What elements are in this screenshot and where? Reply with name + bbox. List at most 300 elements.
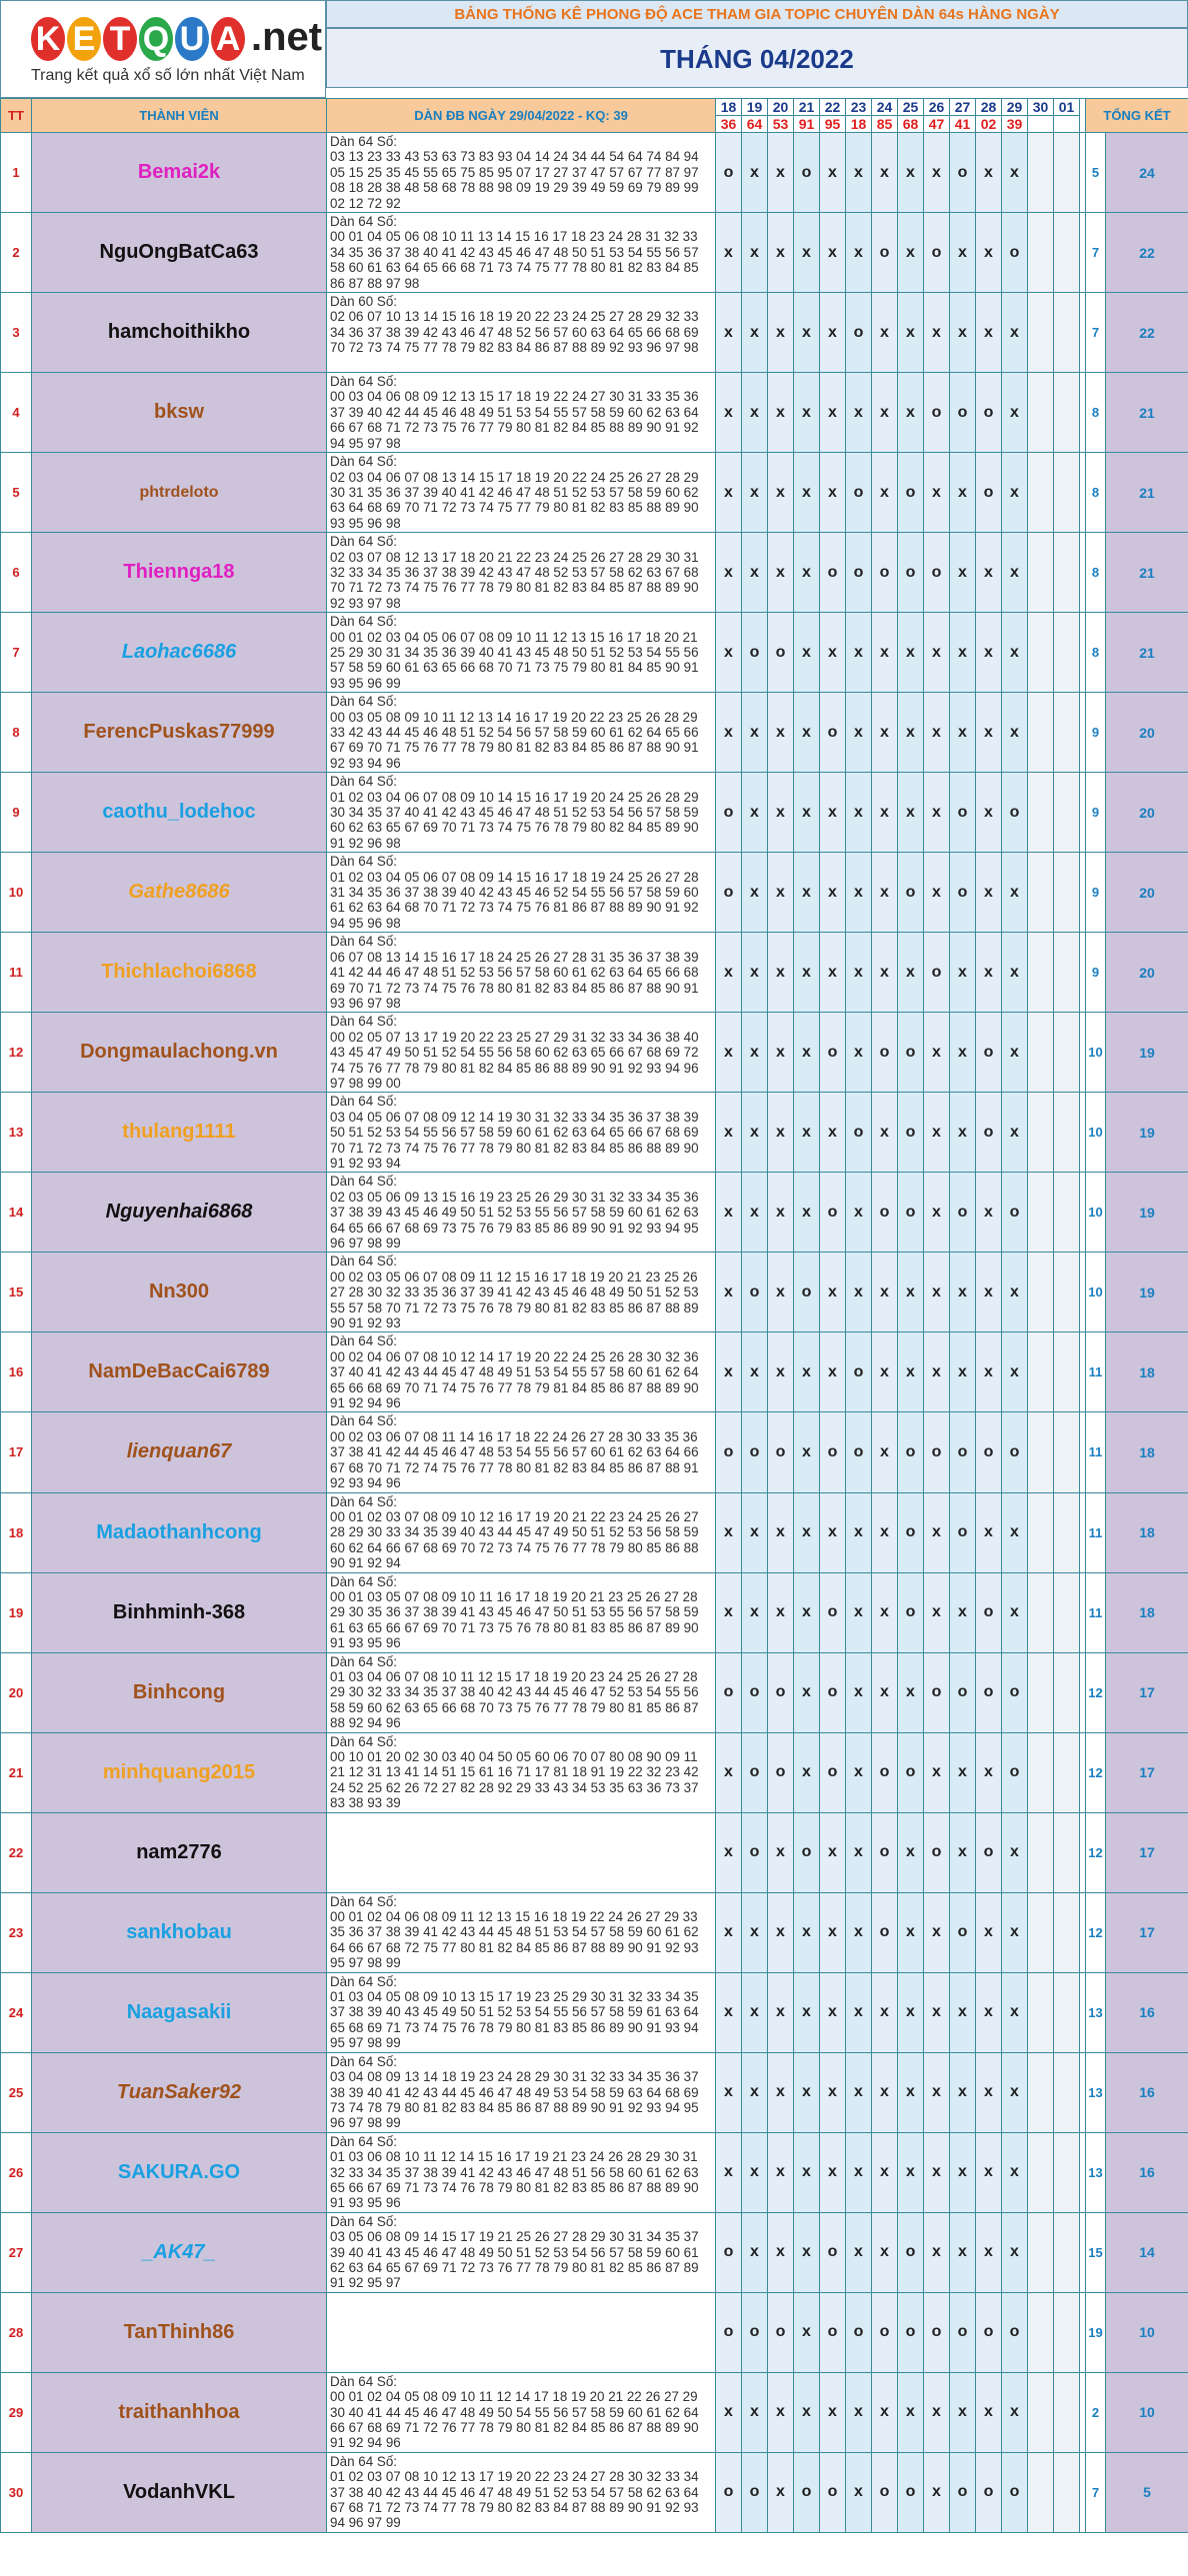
logo-letter: A — [211, 17, 245, 61]
member-row — [1, 133, 1188, 213]
result-mark: x — [794, 1972, 820, 2052]
result-mark: o — [716, 1412, 742, 1492]
result-mark: o — [976, 2292, 1002, 2372]
result-mark — [1054, 1093, 1080, 1173]
result-mark: x — [768, 2132, 794, 2212]
result-mark: x — [846, 693, 872, 773]
result-mark: x — [924, 293, 950, 373]
result-mark: x — [1002, 1093, 1028, 1173]
result-mark: x — [846, 2052, 872, 2132]
result-mark: x — [872, 133, 898, 213]
ketqua-logo[interactable] — [0, 0, 326, 98]
result-header — [1054, 116, 1080, 133]
result-mark: x — [820, 1812, 846, 1892]
dan-numbers — [327, 2292, 716, 2372]
result-header: 85 — [872, 116, 898, 133]
dan-heading: Dàn 64 Số: — [330, 934, 397, 950]
result-mark — [1028, 1173, 1054, 1253]
result-mark — [1054, 1253, 1080, 1332]
win-count: 11 — [1086, 1572, 1106, 1652]
result-mark: o — [794, 133, 820, 213]
result-mark: x — [768, 933, 794, 1013]
result-mark: o — [846, 1412, 872, 1492]
result-mark: x — [716, 1892, 742, 1972]
result-mark — [1028, 1332, 1054, 1412]
total-score: 18 — [1106, 1492, 1188, 1572]
result-mark: o — [950, 1892, 976, 1972]
result-mark: x — [898, 933, 924, 1013]
result-mark: x — [1002, 1572, 1028, 1652]
result-mark: x — [872, 1652, 898, 1732]
result-mark: x — [794, 1332, 820, 1412]
dan-heading: Dàn 64 Số: — [330, 1733, 397, 1749]
result-mark: x — [768, 1892, 794, 1972]
member-name[interactable]: bksw — [32, 373, 327, 453]
result-mark: x — [976, 613, 1002, 693]
result-mark: x — [846, 1732, 872, 1812]
dan-numbers — [327, 1572, 716, 1652]
result-mark: x — [716, 533, 742, 613]
result-mark: x — [950, 1332, 976, 1412]
member-row — [1, 1013, 1188, 1093]
result-mark: x — [742, 1013, 768, 1093]
row-number: 22 — [1, 1812, 32, 1892]
result-mark: x — [950, 1732, 976, 1812]
dan-list: 01 02 03 07 08 10 12 13 17 19 20 22 23 24 27 28 30 32 33 34 37 38 40 42 43 44 45 46 47 48 49 51 52 53 54 57 58 62 63 64 67 68 71 72 73 74 77 78 79 80 82 83 84 87 88 89 90 91 92 93 94 96 97 99 — [330, 2469, 699, 2531]
result-mark — [1054, 1812, 1080, 1892]
member-row — [1, 773, 1188, 853]
day-header: 29 — [1002, 99, 1028, 116]
result-mark: x — [898, 2052, 924, 2132]
result-mark: o — [820, 1412, 846, 1492]
row-number: 17 — [1, 1412, 32, 1492]
win-count: 10 — [1086, 1253, 1106, 1332]
day-header: 20 — [768, 99, 794, 116]
result-mark: x — [1002, 373, 1028, 453]
member-row — [1, 533, 1188, 613]
result-mark: x — [768, 2212, 794, 2292]
result-mark — [1054, 453, 1080, 533]
result-mark: x — [950, 1972, 976, 2052]
member-name[interactable]: sankhobau — [32, 1892, 327, 1972]
dan-heading: Dàn 64 Số: — [330, 2213, 397, 2229]
result-mark: o — [768, 1732, 794, 1812]
result-mark — [1028, 1013, 1054, 1093]
total-score: 14 — [1106, 2212, 1188, 2292]
dan-heading: Dàn 64 Số: — [330, 134, 397, 149]
dan-numbers — [327, 1332, 716, 1412]
member-name[interactable]: NguOngBatCa63 — [32, 213, 327, 293]
row-number: 26 — [1, 2132, 32, 2212]
member-row — [1, 2372, 1188, 2452]
result-mark: o — [1002, 2292, 1028, 2372]
dan-numbers — [327, 1812, 716, 1892]
row-number: 25 — [1, 2052, 32, 2132]
win-count: 13 — [1086, 2052, 1106, 2132]
result-mark: x — [794, 933, 820, 1013]
member-name[interactable]: SAKURA.GO — [32, 2132, 327, 2212]
row-number: 28 — [1, 2292, 32, 2372]
result-mark: x — [768, 1093, 794, 1173]
result-mark — [1028, 133, 1054, 213]
total-score: 17 — [1106, 1652, 1188, 1732]
result-mark: x — [716, 2132, 742, 2212]
dan-list: 03 13 23 33 43 53 63 73 83 93 04 14 24 34 44 54 64 74 84 94 05 15 25 35 45 55 65 75 85 95 07 17 27 37 47 57 67 77 87 97 08 18 28 38 48 58 68 78 88 98 09 19 29 39 49 59 69 79 89 99 02 12 72 92 — [330, 149, 699, 211]
dan-numbers — [327, 2452, 716, 2532]
result-mark: x — [950, 293, 976, 373]
total-score: 21 — [1106, 373, 1188, 453]
result-mark: x — [794, 453, 820, 533]
result-mark: x — [794, 1492, 820, 1572]
result-mark: o — [820, 533, 846, 613]
result-mark: x — [924, 2132, 950, 2212]
member-name[interactable]: lienquan67 — [32, 1412, 327, 1492]
result-mark — [1054, 693, 1080, 773]
result-mark: o — [794, 2452, 820, 2532]
result-mark: o — [820, 1652, 846, 1732]
result-header: 39 — [1002, 116, 1028, 133]
result-mark: o — [820, 1732, 846, 1812]
member-name[interactable]: Bemai2k — [32, 133, 327, 213]
result-mark — [1054, 1732, 1080, 1812]
result-mark — [1028, 1093, 1054, 1173]
win-count: 9 — [1086, 773, 1106, 853]
member-name[interactable]: Madaothanhcong — [32, 1492, 327, 1572]
dan-list: 00 02 03 06 07 08 11 14 16 17 18 22 24 26 27 28 30 33 35 36 37 38 41 42 44 45 46 47 48 53 54 55 56 57 60 61 62 63 64 66 67 68 70 71 72 74 75 76 77 78 80 81 82 83 84 85 86 87 88 91 92 93 94 96 — [330, 1428, 699, 1491]
result-mark: x — [976, 2372, 1002, 2452]
total-score: 5 — [1106, 2452, 1188, 2532]
result-mark: x — [820, 373, 846, 453]
result-mark — [1054, 1652, 1080, 1732]
total-score: 21 — [1106, 613, 1188, 693]
member-name[interactable]: caothu_lodehoc — [32, 773, 327, 853]
win-count: 8 — [1086, 373, 1106, 453]
result-mark: x — [794, 1412, 820, 1492]
result-mark: x — [768, 133, 794, 213]
result-mark: x — [898, 1332, 924, 1412]
member-name[interactable]: phtrdeloto — [32, 453, 327, 533]
result-header: 02 — [976, 116, 1002, 133]
result-mark: o — [1002, 2452, 1028, 2532]
result-mark: x — [1002, 1332, 1028, 1412]
result-mark: x — [976, 693, 1002, 773]
result-mark: x — [768, 853, 794, 933]
result-header: 64 — [742, 116, 768, 133]
result-mark: x — [924, 1892, 950, 1972]
result-mark: x — [950, 1812, 976, 1892]
result-mark — [1028, 1972, 1054, 2052]
row-number: 13 — [1, 1093, 32, 1173]
member-name[interactable]: Binhcong — [32, 1652, 327, 1732]
result-mark: o — [742, 613, 768, 693]
member-name[interactable]: Laohac6686 — [32, 613, 327, 693]
member-name[interactable]: Dongmaulachong.vn — [32, 1013, 327, 1093]
member-name[interactable]: Thichlachoi6868 — [32, 933, 327, 1013]
result-mark: x — [820, 133, 846, 213]
member-name[interactable]: VodanhVKL — [32, 2452, 327, 2532]
member-row — [1, 1412, 1188, 1492]
member-name[interactable]: minhquang2015 — [32, 1732, 327, 1812]
win-count: 12 — [1086, 1812, 1106, 1892]
result-mark: x — [768, 693, 794, 773]
member-name[interactable]: Nguyenhai6868 — [32, 1173, 327, 1253]
member-name[interactable]: thulang1111 — [32, 1093, 327, 1173]
result-mark: o — [820, 1572, 846, 1652]
dan-list: 02 03 07 08 12 13 17 18 20 21 22 23 24 25 26 27 28 29 30 31 32 33 34 35 36 37 38 39 42 43 47 48 52 53 57 58 62 63 67 68 70 71 72 73 74 75 76 77 78 79 80 81 82 83 84 85 87 88 89 90 92 93 97 98 — [330, 549, 699, 611]
member-name[interactable]: FerencPuskas77999 — [32, 693, 327, 773]
win-count: 12 — [1086, 1732, 1106, 1812]
dan-numbers — [327, 1892, 716, 1972]
result-mark: x — [846, 2212, 872, 2292]
result-mark — [1054, 213, 1080, 293]
result-mark: x — [898, 693, 924, 773]
win-count: 7 — [1086, 213, 1106, 293]
dan-numbers — [327, 1412, 716, 1492]
result-mark: x — [1002, 453, 1028, 533]
result-mark: x — [950, 213, 976, 293]
member-name[interactable]: Gathe8686 — [32, 853, 327, 933]
row-number: 23 — [1, 1892, 32, 1972]
dan-list: 01 03 06 08 10 11 12 14 15 16 17 19 21 23 24 26 28 29 30 31 32 33 34 35 37 38 39 41 42 43 46 47 48 51 56 58 60 61 62 63 65 66 67 69 71 73 74 76 78 79 80 81 82 83 85 86 87 88 89 90 91 93 95 96 — [330, 2149, 699, 2211]
result-mark: x — [898, 213, 924, 293]
result-mark: x — [794, 2292, 820, 2372]
day-header: 22 — [820, 99, 846, 116]
result-mark: x — [768, 2452, 794, 2532]
dan-heading: Dàn 64 Số: — [330, 534, 397, 550]
result-mark: x — [872, 293, 898, 373]
result-mark: x — [794, 2212, 820, 2292]
dan-numbers — [327, 1972, 716, 2052]
result-mark — [1028, 453, 1054, 533]
dan-heading: Dàn 60 Số: — [330, 294, 397, 310]
member-name[interactable]: Naagasakii — [32, 1972, 327, 2052]
result-mark: x — [950, 2132, 976, 2212]
result-mark: o — [924, 933, 950, 1013]
result-mark — [1054, 1332, 1080, 1412]
result-mark: x — [846, 1492, 872, 1572]
result-mark: x — [950, 2372, 976, 2452]
result-mark: x — [872, 1492, 898, 1572]
result-mark: x — [742, 1332, 768, 1412]
stats-table — [0, 98, 1188, 2533]
result-mark: x — [794, 853, 820, 933]
result-mark: x — [742, 213, 768, 293]
dan-heading: Dàn 64 Số: — [330, 1893, 397, 1909]
result-mark: x — [846, 1892, 872, 1972]
col-header-tt: TT — [1, 99, 32, 133]
result-mark: o — [846, 1332, 872, 1412]
result-mark: o — [950, 2292, 976, 2372]
result-mark: x — [924, 1173, 950, 1253]
result-mark: x — [742, 1173, 768, 1253]
total-score: 17 — [1106, 1732, 1188, 1812]
result-mark: x — [716, 1732, 742, 1812]
member-row — [1, 2052, 1188, 2132]
result-mark: x — [924, 613, 950, 693]
total-score: 19 — [1106, 1013, 1188, 1093]
dan-list: 02 03 04 06 07 08 13 14 15 17 18 19 20 22 24 25 26 27 28 29 30 31 35 36 37 39 40 41 42 46 47 48 51 52 53 57 58 59 60 62 63 64 68 69 70 71 72 73 74 75 77 79 80 81 82 83 85 88 89 90 93 95 96 98 — [330, 469, 699, 531]
result-mark: x — [1002, 1892, 1028, 1972]
dan-heading: Dàn 64 Số: — [330, 614, 397, 630]
dan-list: 01 03 04 06 07 08 10 11 12 15 17 18 19 20 23 24 25 26 27 28 29 30 32 33 34 35 37 38 40 42 43 44 45 46 47 52 53 54 55 56 58 59 60 62 63 65 66 68 70 73 75 76 77 78 79 80 81 85 86 87 88 92 94 96 — [330, 1668, 699, 1731]
logo-letter: U — [175, 17, 209, 61]
result-mark: x — [716, 1093, 742, 1173]
win-count: 11 — [1086, 1332, 1106, 1412]
member-name[interactable]: nam2776 — [32, 1812, 327, 1892]
result-mark: x — [898, 1892, 924, 1972]
win-count: 5 — [1086, 133, 1106, 213]
result-mark: o — [898, 1173, 924, 1253]
row-number: 15 — [1, 1253, 32, 1332]
result-mark: x — [950, 2052, 976, 2132]
result-mark: x — [742, 2372, 768, 2452]
result-mark: o — [950, 1492, 976, 1572]
row-number: 19 — [1, 1572, 32, 1652]
member-name[interactable]: TanThinh86 — [32, 2292, 327, 2372]
result-mark: x — [794, 373, 820, 453]
result-mark: o — [976, 373, 1002, 453]
result-mark — [1028, 1412, 1054, 1492]
dan-numbers — [327, 533, 716, 613]
result-mark: x — [898, 2372, 924, 2452]
result-mark: o — [716, 773, 742, 853]
member-name[interactable]: TuanSaker92 — [32, 2052, 327, 2132]
result-mark: o — [924, 1812, 950, 1892]
total-score: 20 — [1106, 693, 1188, 773]
result-mark: x — [794, 1093, 820, 1173]
result-mark: x — [1002, 2132, 1028, 2212]
result-mark: o — [898, 2452, 924, 2532]
row-number: 29 — [1, 2372, 32, 2452]
dan-numbers — [327, 1253, 716, 1332]
total-score: 10 — [1106, 2292, 1188, 2372]
result-mark: o — [950, 2452, 976, 2532]
result-mark: x — [820, 773, 846, 853]
win-count: 9 — [1086, 853, 1106, 933]
col-header-member: THÀNH VIÊN — [32, 99, 327, 133]
result-mark: x — [768, 1013, 794, 1093]
dan-heading: Dàn 64 Số: — [330, 374, 397, 390]
result-mark: x — [820, 453, 846, 533]
result-mark: x — [794, 1173, 820, 1253]
member-name[interactable]: hamchoithikho — [32, 293, 327, 373]
member-name[interactable]: _AK47_ — [32, 2212, 327, 2292]
result-mark: o — [950, 1412, 976, 1492]
result-mark — [1028, 1492, 1054, 1572]
result-mark: x — [1002, 1013, 1028, 1093]
result-mark: x — [924, 1013, 950, 1093]
result-mark: x — [794, 2372, 820, 2452]
result-mark — [1028, 293, 1054, 373]
day-header: 28 — [976, 99, 1002, 116]
result-mark: o — [716, 2452, 742, 2532]
result-mark: x — [1002, 933, 1028, 1013]
member-row — [1, 1572, 1188, 1652]
result-mark: o — [742, 1253, 768, 1332]
result-mark — [1054, 933, 1080, 1013]
win-count: 11 — [1086, 1492, 1106, 1572]
result-mark: x — [976, 2052, 1002, 2132]
result-mark: x — [872, 1093, 898, 1173]
result-mark: x — [976, 1173, 1002, 1253]
result-mark: o — [872, 1732, 898, 1812]
result-header: 36 — [716, 116, 742, 133]
result-mark: x — [820, 1492, 846, 1572]
result-mark — [1054, 2052, 1080, 2132]
result-mark: o — [924, 533, 950, 613]
result-mark: x — [1002, 1972, 1028, 2052]
total-score: 19 — [1106, 1093, 1188, 1173]
result-mark: x — [846, 853, 872, 933]
result-mark — [1028, 1572, 1054, 1652]
row-number: 12 — [1, 1013, 32, 1093]
row-number: 9 — [1, 773, 32, 853]
total-score: 22 — [1106, 293, 1188, 373]
result-mark: o — [820, 2292, 846, 2372]
dan-list: 03 04 05 06 07 08 09 12 14 19 30 31 32 33 34 35 36 37 38 39 50 51 52 53 54 55 56 57 58 59 60 61 62 63 64 65 66 67 68 69 70 71 72 73 74 75 76 77 78 79 80 81 82 83 84 85 86 88 89 90 91 92 93 94 — [330, 1109, 699, 1171]
win-count: 13 — [1086, 1972, 1106, 2052]
dan-heading: Dàn 64 Số: — [330, 1254, 397, 1270]
result-mark — [1054, 2292, 1080, 2372]
member-name[interactable]: NamDeBacCai6789 — [32, 1332, 327, 1412]
result-mark: o — [742, 1652, 768, 1732]
result-mark: x — [976, 2132, 1002, 2212]
result-mark: o — [898, 533, 924, 613]
row-number: 8 — [1, 693, 32, 773]
result-mark: x — [820, 213, 846, 293]
day-header: 23 — [846, 99, 872, 116]
result-mark: x — [716, 373, 742, 453]
result-mark: x — [742, 2212, 768, 2292]
result-mark: x — [976, 2212, 1002, 2292]
result-mark: x — [846, 2372, 872, 2452]
result-mark: x — [846, 2452, 872, 2532]
total-score: 17 — [1106, 1812, 1188, 1892]
member-name[interactable]: traithanhhoa — [32, 2372, 327, 2452]
dan-numbers — [327, 373, 716, 453]
result-mark: x — [716, 1253, 742, 1332]
result-mark: x — [716, 293, 742, 373]
result-mark: x — [950, 693, 976, 773]
total-score: 18 — [1106, 1412, 1188, 1492]
result-mark: x — [846, 613, 872, 693]
result-mark — [1028, 853, 1054, 933]
result-mark: x — [820, 1972, 846, 2052]
result-mark — [1054, 373, 1080, 453]
result-mark: x — [950, 453, 976, 533]
win-count: 19 — [1086, 2292, 1106, 2372]
result-mark: x — [924, 853, 950, 933]
member-name[interactable]: Thiennga18 — [32, 533, 327, 613]
dan-heading: Dàn 64 Số: — [330, 774, 397, 790]
result-mark: x — [820, 1892, 846, 1972]
result-mark: x — [872, 853, 898, 933]
result-mark — [1054, 853, 1080, 933]
member-name[interactable]: Nn300 — [32, 1253, 327, 1332]
dan-list: 01 03 04 05 08 09 10 13 15 17 19 23 25 29 30 31 32 33 34 35 37 38 39 40 43 45 49 50 51 52 53 54 55 56 57 58 59 61 63 64 65 68 69 71 73 74 75 76 78 79 80 81 83 85 86 89 90 91 93 94 95 97 98 99 — [330, 1989, 699, 2051]
result-mark: x — [846, 1013, 872, 1093]
result-mark — [1028, 1732, 1054, 1812]
result-header: 18 — [846, 116, 872, 133]
result-mark: x — [716, 1572, 742, 1652]
result-mark: x — [872, 693, 898, 773]
result-mark: x — [846, 1652, 872, 1732]
member-name[interactable]: Binhminh-368 — [32, 1572, 327, 1652]
dan-list: 00 02 05 07 13 17 19 20 22 23 25 27 29 31 32 33 34 36 38 40 43 45 47 49 50 51 52 54 55 56 58 60 62 63 65 66 67 68 69 72 74 75 76 77 78 79 80 81 82 84 85 86 88 89 90 91 92 93 94 96 97 98 99 00 — [330, 1029, 699, 1091]
result-mark: x — [1002, 853, 1028, 933]
dan-list: 00 01 02 03 04 05 06 07 08 09 10 11 12 13 15 16 17 18 20 21 25 29 30 31 34 35 36 39 40 41 43 45 48 50 51 52 53 54 55 56 57 58 59 60 61 63 65 66 68 70 71 73 75 79 80 81 84 85 90 91 93 95 96 99 — [330, 629, 699, 691]
dan-list: 00 01 04 05 06 08 10 11 13 14 15 16 17 18 23 24 28 31 32 33 34 35 36 37 38 40 41 42 43 45 46 47 48 50 51 53 54 55 56 57 58 60 61 63 64 65 66 68 71 73 74 75 77 78 80 81 82 83 84 85 86 87 88 97 98 — [330, 229, 699, 291]
